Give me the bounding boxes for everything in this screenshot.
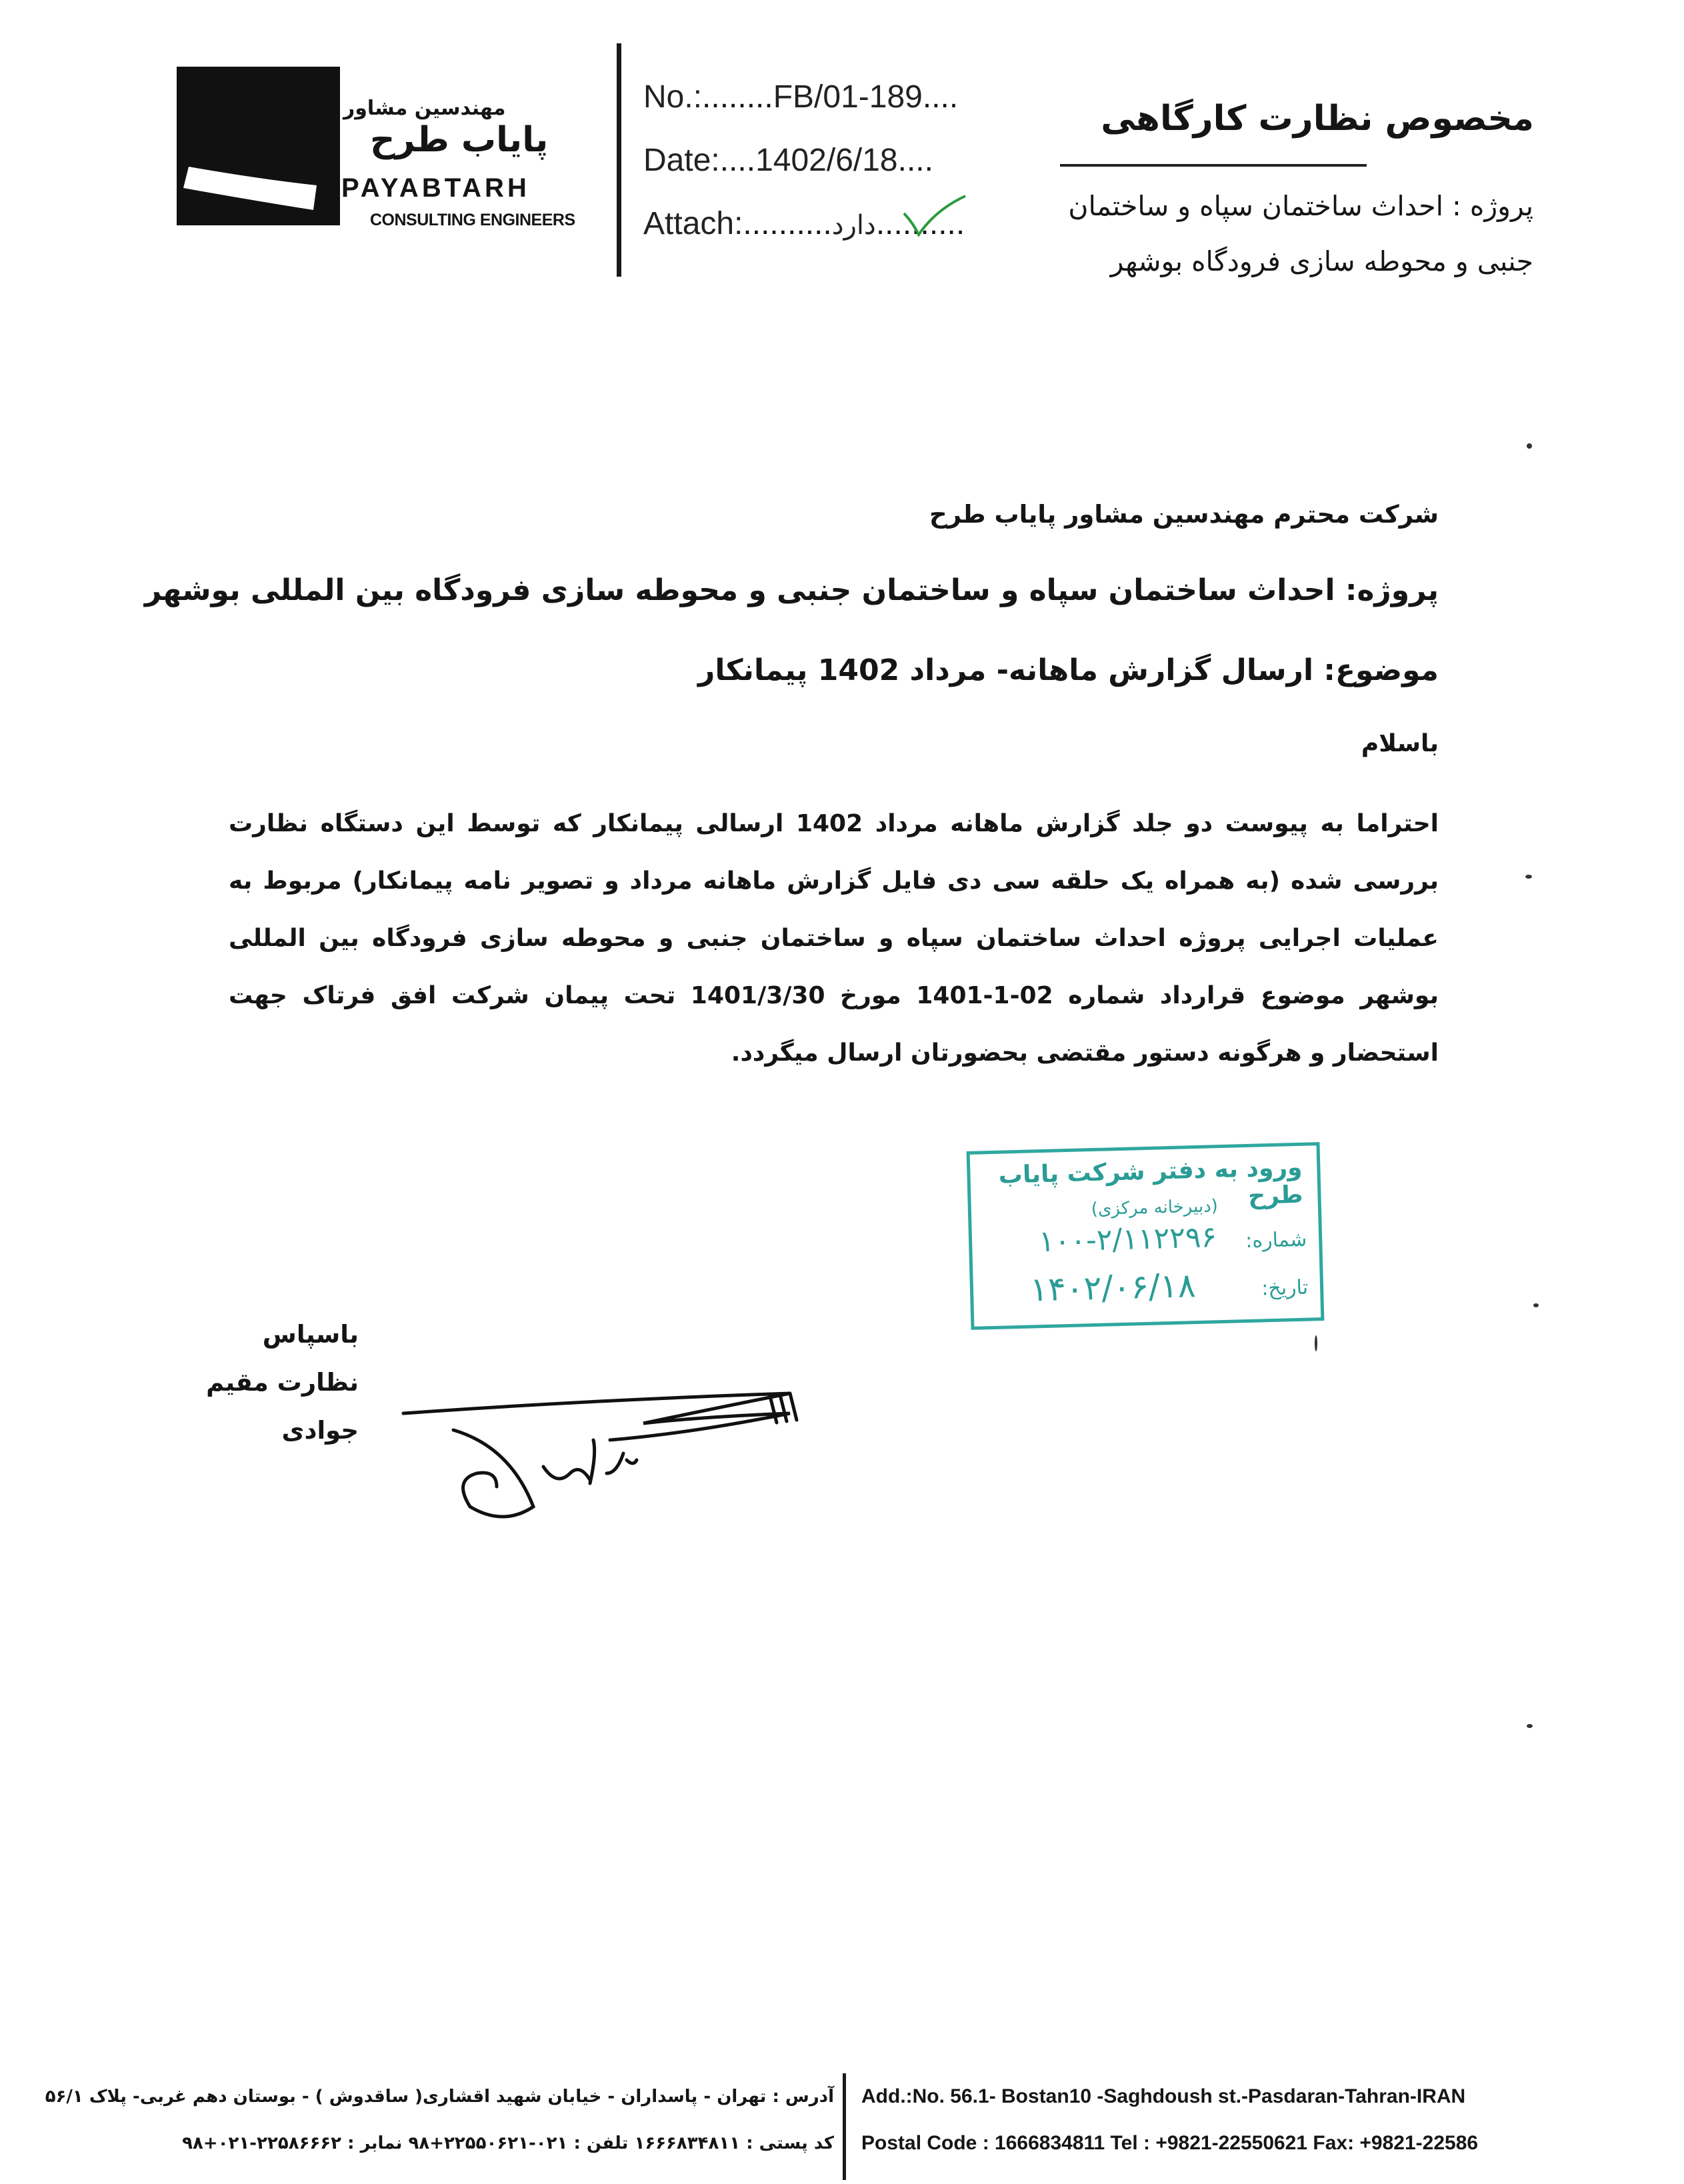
stamp-date-label: تاریخ: xyxy=(1261,1275,1309,1301)
scan-speck xyxy=(1315,1335,1317,1351)
footer-contact-english: Postal Code : 1666834811 Tel : +9821-22550621 Fax: +9821-22586 xyxy=(861,2132,1479,2154)
greeting: باسلام xyxy=(1361,730,1439,757)
closing-signer-name: جوادی xyxy=(281,1416,359,1445)
logo-english-name: PAYABTARH xyxy=(341,173,530,203)
dots: .... xyxy=(922,79,959,115)
subject-line: موضوع: ارسال گزارش ماهانه- مرداد 1402 پیمانکار xyxy=(697,653,1439,687)
reference-attachment-value: دارد xyxy=(831,211,876,240)
letter-body: احتراما به پیوست دو جلد گزارش ماهانه مرداد 1402 ارسالی پیمانکار که توسط این دستگاه نظارت بررسی شده (به همراه یک حلقه سی دی فایل گزارش ماهانه مرداد و تصویر نامه پیمانکار) مربوط به عملیات اجرایی پروژه احداث ساختمان سپاه و ساختمان جنبی و محوطه سازی فرودگاه بین المللی بوشهر موضوع قرارداد شماره 02-1-1401 مورخ 1401/3/30 تحت پیمان شرکت افق فرتاک جهت استحضار و هرگونه دستور مقتضی بحضورتان ارسال میگردد. xyxy=(229,810,1439,1067)
registration-stamp xyxy=(967,1142,1325,1330)
logo-mark xyxy=(177,67,340,225)
reference-date xyxy=(643,142,933,179)
footer-divider xyxy=(843,2073,846,2180)
stamp-date-value: ۱۴۰۲/۰۶/۱۸ xyxy=(1029,1266,1197,1309)
heading-underline xyxy=(1060,164,1367,167)
reference-date-value: 1402/6/18 xyxy=(755,143,898,178)
scan-speck xyxy=(1533,1303,1539,1307)
dots: .......... xyxy=(743,206,832,241)
stamp-title: ورود به دفتر شرکت پایاب طرح xyxy=(998,1153,1304,1210)
scan-speck xyxy=(1525,875,1532,879)
closing-thanks: باسپاس xyxy=(262,1320,359,1349)
reference-number xyxy=(643,79,958,115)
dots: .... xyxy=(897,143,933,178)
scan-speck xyxy=(1527,1724,1533,1728)
header-project-line-2: جنبی و محوطه سازی فرودگاه بوشهر xyxy=(1110,245,1533,277)
dots: .... xyxy=(719,143,756,178)
logo-english-subtitle: CONSULTING ENGINEERS xyxy=(370,211,575,229)
addressee: شرکت محترم مهندسین مشاور پایاب طرح xyxy=(929,500,1439,529)
logo-persian-subtitle: مهندسین مشاور xyxy=(343,97,506,120)
reference-date-label: Date: xyxy=(643,143,720,178)
stamp-number-label: شماره: xyxy=(1245,1227,1307,1253)
reference-attachment-label: Attach: xyxy=(643,206,743,241)
footer-contact-persian: کد پستی : ۱۶۶۶۸۳۴۸۱۱ تلفن : ۰۲۱-۲۲۵۵۰۶۲۱+۹۸ نمابر : ۲۲۵۸۶۶۶۲-۰۲۱+۹۸ xyxy=(182,2133,834,2153)
dots: .......... xyxy=(875,206,965,241)
document-heading: مخصوص نظارت کارگاهی xyxy=(1101,99,1534,139)
check-icon xyxy=(899,193,972,240)
footer-address-english: Add.:No. 56.1- Bostan10 -Saghdoush st.-Pasdaran-Tahran-IRAN xyxy=(861,2085,1466,2107)
stamp-subtitle: (دبیرخانه مرکزی) xyxy=(1091,1196,1219,1220)
logo-persian-name: پایاب طرح xyxy=(370,120,549,160)
footer-address-persian: آدرس : تهران - پاسداران - خیابان شهید اقشاری( ساقدوش ) - بوستان دهم غربی- پلاک ۵۶/۱ xyxy=(45,2087,834,2107)
reference-number-label: No.: xyxy=(643,79,703,115)
stamp-number-value: ۱۰۰-۲/۱۱۲۲۹۶ xyxy=(1038,1220,1217,1259)
project-title: پروژه: احداث ساختمان سپاه و ساختمان جنبی و محوطه سازی فرودگاه بین المللی بوشهر xyxy=(144,573,1439,607)
header-divider xyxy=(617,43,621,277)
logo-stroke-icon xyxy=(177,67,340,225)
closing-role: نظارت مقیم xyxy=(206,1368,359,1397)
header-project-line-1: پروژه : احداث ساختمان سپاه و ساختمان xyxy=(1068,190,1533,222)
scan-speck xyxy=(1527,443,1532,449)
signature-icon xyxy=(390,1373,817,1547)
dots: ........ xyxy=(702,79,773,115)
reference-number-value: FB/01-189 xyxy=(773,79,923,115)
